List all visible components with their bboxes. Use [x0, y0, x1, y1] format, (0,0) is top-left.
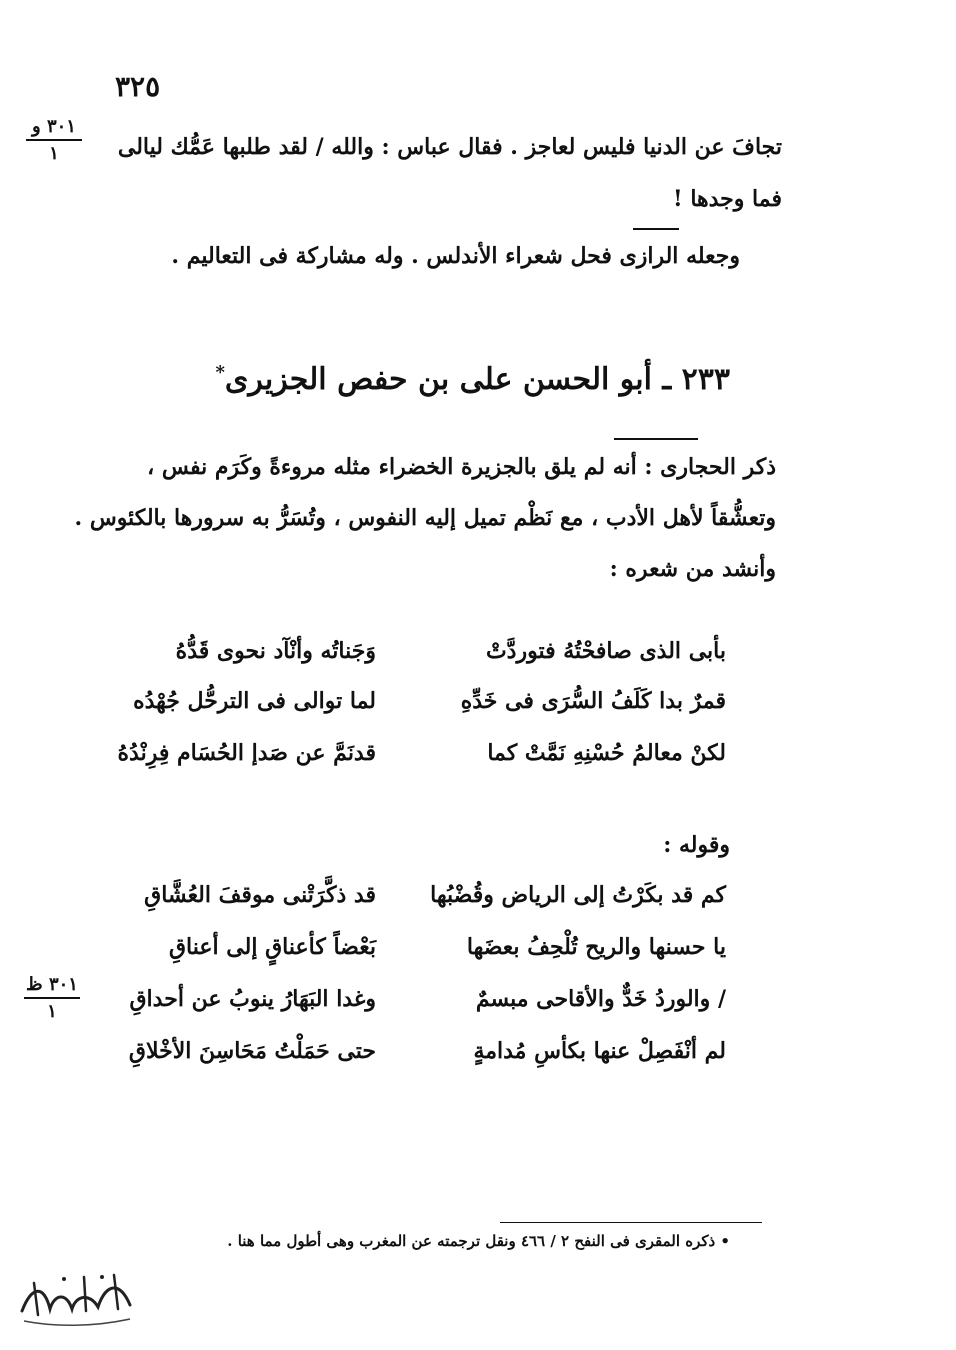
verse-second-hemistich: حتى حَمَلْتُ مَحَاسِنَ الأخْلاقِ: [128, 1038, 376, 1064]
footnote-rule: [500, 1222, 762, 1223]
text-line: فما وجدها !: [673, 186, 782, 212]
section-rule: [614, 438, 698, 440]
text-line: ذكر الحجارى : أنه لم يلق بالجزيرة الخضراء مثله مروءةً وكَرَم نفس ،: [147, 454, 776, 480]
library-stamp-logo: [14, 1265, 138, 1331]
verse-second-hemistich: لما توالى فى الترحُّل جُهْدُه: [133, 688, 376, 714]
verse-second-hemistich: قدنَمَّ عن صَدإ الحُسَام فِرِنْدُهُ: [117, 740, 376, 766]
footnote-marker: *: [215, 362, 225, 383]
margin-reference-folio: ٣٠١ ظ: [26, 974, 78, 995]
margin-reference: [26, 116, 82, 164]
verse-first-hemistich: قمرٌ بدا كَلَفُ السُّرَى فى خَدِّهِ: [460, 688, 726, 714]
text-line: وأنشد من شعره :: [609, 556, 776, 582]
margin-reference-number: ١: [49, 143, 59, 164]
section-rule: [633, 228, 679, 230]
verse-second-hemistich: بَعْضاً كأعناقٍ إلى أعناقِ: [168, 934, 376, 960]
verse-first-hemistich: يا حسنها والريح تُلْحِفُ بعضَها: [466, 934, 726, 960]
text-line: تجافَ عن الدنيا فليس لعاجز . فقال عباس : والله / لقد طلبها عَمُّك ليالى: [117, 134, 782, 160]
footnote-text: • ذكره المقرى فى النفح ٢ / ٤٦٦ ونقل ترجمته عن المغرب وهى أطول مما هنا .: [227, 1232, 730, 1250]
verse-second-hemistich: وغدا البَهَارُ ينوبُ عن أحداقِ: [129, 986, 376, 1012]
verse-first-hemistich: كم قد بكَرْتُ إلى الرياض وقُضْبُها: [430, 882, 726, 908]
verse-first-hemistich: لكنْ معالمُ حُسْنِهِ نَمَّتْ كما: [487, 740, 726, 766]
text-line: وتعشُّقاً لأهل الأدب ، مع نَظْم تميل إليه النفوس ، وتُسَرُّ به سرورها بالكئوس .: [74, 505, 776, 531]
margin-reference: [24, 974, 80, 1022]
verse-first-hemistich: / والوردُ خَدٌّ والأقاحى مبسمٌ: [475, 986, 726, 1012]
margin-reference-folio: ٣٠١ و: [32, 116, 76, 137]
verse-first-hemistich: لم أنْفَصِلْ عنها بكأسِ مُدامةٍ: [473, 1038, 726, 1064]
text-line: وقوله :: [663, 832, 730, 858]
margin-reference-number: ١: [47, 1001, 57, 1022]
text-line: وجعله الرازى فحل شعراء الأندلس . وله مشاركة فى التعاليم .: [171, 243, 740, 269]
verse-second-hemistich: قد ذكَّرَتْنى موقفَ العُشَّاقِ: [144, 882, 376, 908]
heading-text: ٢٣٣ ـ أبو الحسن على بن حفص الجزيرى: [224, 362, 730, 397]
verse-first-hemistich: بأبى الذى صافحْتُهُ فتوردَّتْ: [485, 638, 726, 664]
biography-heading: [215, 362, 730, 397]
page-number: ٣٢٥: [115, 70, 161, 103]
verse-second-hemistich: وَجَناتُه وأنْآد نحوى قَدُّهُ: [175, 638, 376, 664]
